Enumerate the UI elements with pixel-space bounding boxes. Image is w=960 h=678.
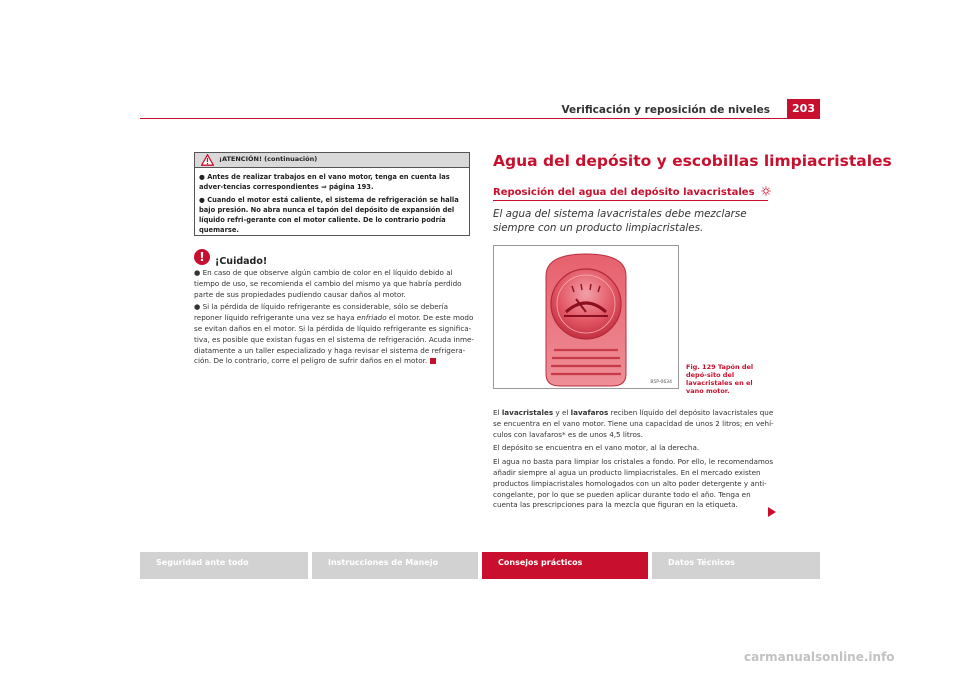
watermark: carmanualsonline.info (744, 650, 895, 664)
subsection-rule (493, 200, 768, 201)
caution-item: ● Si la pérdida de líquido refrigerante es considerable, sólo se debería reponer líquido refrigerante una vez se haya enfriado el motor. De este modo se evitan daños en el motor. Si la pérdida de líquido refrigerante es significa-tiva, es posible que existan fugas en el sistema de refrigeración. Acuda inme-diatamente a un taller especializado y haga revisar el sistema de refrigera-ción. De lo contrario, corre el peligro de sufrir daños en el motor. (194, 302, 475, 366)
warning-header (195, 153, 469, 168)
subsection-title: Reposición del agua del depósito lavacristales (493, 186, 771, 198)
bullet-icon: ● (194, 268, 201, 277)
warning-item: ● Antes de realizar trabajos en el vano motor, tenga en cuenta las adver-tencias correspondientes ⇒ página 193. (199, 173, 450, 191)
header-rule (140, 118, 820, 119)
figure-code: B5P-0634 (650, 380, 672, 385)
paragraph: El agua no basta para limpiar los cristales a fondo. Por ello, le recomendamos añadir siempre al agua un producto limpiacristales. En el mercado existen productos limpiacristales homologados con un alto poder detergente y anti-congelante, por lo que se pueden aplicar durante todo el año. Tenga en cuenta las prescripciones para la mezcla que figuran en la etiqueta. (493, 457, 774, 510)
warning-heading: ¡ATENCIÓN! (continuación) (219, 155, 318, 163)
page-header-title: Verificación y reposición de niveles (561, 104, 770, 116)
warning-body (195, 168, 469, 235)
tab-datos[interactable]: Datos Técnicos (652, 552, 820, 579)
warning-item: ● Cuando el motor está caliente, el sistema de refrigeración se halla bajo presión. No abra nunca el tapón del depósito de expansión del líquido refri-gerante con el motor caliente. De lo contrario podría quemarse. (199, 196, 459, 234)
bullet-icon: ● (199, 196, 205, 204)
warning-triangle-icon (201, 154, 214, 166)
figure-caption: Fig. 129 Tapón del depó-sito del lavacristales en el vano motor. (686, 363, 754, 395)
footer-tabs (140, 552, 820, 579)
bullet-icon: ● (199, 173, 205, 181)
lead-paragraph: El agua del sistema lavacristales debe mezclarse siempre con un producto limpiacristales. (493, 208, 747, 234)
tab-seguridad[interactable]: Seguridad ante todo (140, 552, 308, 579)
paragraph: El depósito se encuentra en el vano motor, al la derecha. (493, 443, 700, 453)
paragraph: El lavacristales y el lavafaros reciben líquido del depósito lavacristales que se encuentra en el vano motor. Tiene una capacidad de unos 2 litros; en vehí-culos con lavafaros* es de unos 4,5 litros. (493, 408, 774, 439)
warning-box (194, 152, 470, 236)
caution-item: ● En caso de que observe algún cambio de color en el líquido debido al tiempo de uso, se recomienda el cambio del mismo ya que habría perdido parte de sus propiedades pudiendo causar daños al motor. (194, 268, 462, 299)
caution-title: ¡Cuidado! (215, 256, 268, 267)
tab-instrucciones[interactable]: Instrucciones de Manejo (312, 552, 478, 579)
figure-washer-cap (493, 245, 679, 389)
bullet-icon: ● (194, 302, 201, 312)
body-text (493, 408, 775, 514)
caution-body (194, 268, 474, 369)
next-page-arrow-icon (768, 507, 776, 517)
washer-reservoir-cap-illustration (494, 246, 679, 389)
tab-consejos[interactable]: Consejos prácticos (482, 552, 648, 579)
sun-icon (761, 186, 771, 196)
section-end-icon (430, 358, 436, 364)
section-title: Agua del depósito y escobillas limpiacristales (493, 152, 892, 170)
exclamation-icon: ! (194, 249, 210, 265)
page-number: 203 (787, 99, 820, 119)
